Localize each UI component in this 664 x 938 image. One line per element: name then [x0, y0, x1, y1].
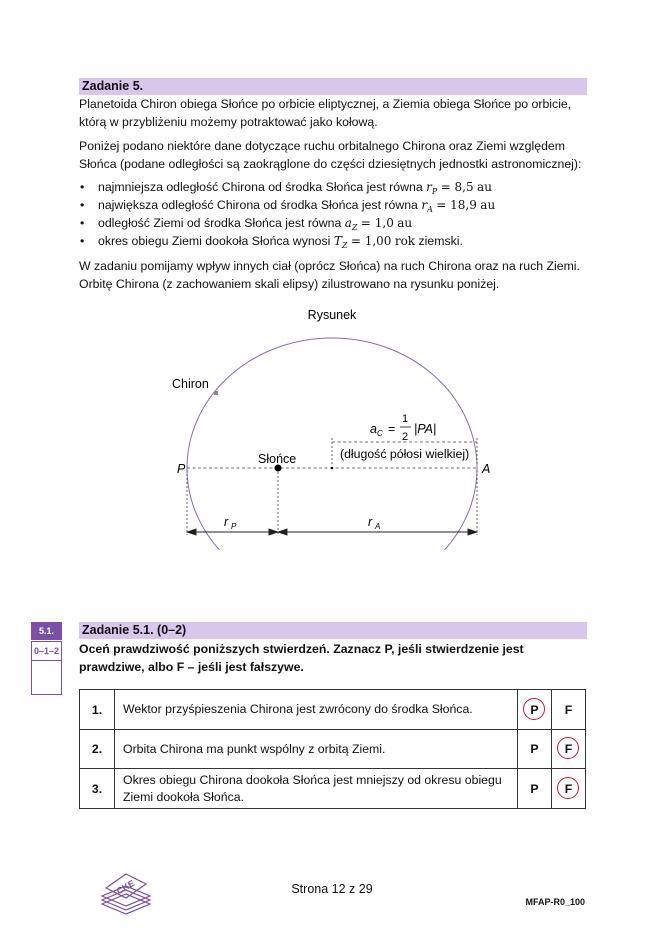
figure-title: Rysunek: [307, 308, 357, 322]
subtask-number-box: 5.1.: [31, 622, 62, 640]
score-field[interactable]: [32, 661, 61, 695]
sun-label: Słońce: [258, 452, 297, 466]
point-p-label: P: [177, 462, 186, 476]
subtask-title: Zadanie 5.1. (0–2): [82, 623, 187, 637]
selection-circle: [557, 737, 579, 759]
table-row: 3. Okres obiegu Chirona dookoła Słońca jest mniejszy od okresu obiegu Ziemi dookoła Słońca. P F: [80, 769, 586, 809]
center-dot: [331, 467, 334, 470]
chiron-label: Chiron: [172, 377, 209, 391]
subtask-header: [79, 622, 587, 639]
svg-text:1: 1: [402, 413, 409, 425]
option-f[interactable]: F: [552, 769, 586, 809]
list-item: • okres obiegu Ziemi dookoła Słońca wynosi $T_Z = 1,00$ rok ziemski.: [79, 232, 589, 250]
rp-label: [224, 515, 237, 531]
svg-text:|PA|: |PA|: [414, 422, 437, 436]
option-f[interactable]: F: [552, 730, 586, 769]
points-box: 0–1–2: [31, 641, 62, 695]
svg-text:A: A: [375, 522, 381, 531]
svg-text:r: r: [368, 515, 373, 529]
selection-circle: [523, 698, 545, 720]
option-p[interactable]: P: [518, 730, 552, 769]
subtask-instruction: Oceń prawdziwość poniższych stwierdzeń. Zaznacz P, jeśli stwierdzenie jest prawdziwe, albo F – jeśli jest fałszywe.: [79, 642, 524, 674]
task-title: Zadanie 5.: [82, 79, 144, 93]
option-p[interactable]: P: [518, 690, 552, 730]
task-header: [79, 78, 587, 95]
option-f[interactable]: F: [552, 690, 586, 730]
svg-text:2: 2: [402, 431, 409, 443]
svg-text:P: P: [231, 522, 237, 531]
svg-text:C: C: [377, 429, 383, 438]
semi-major-formula: [370, 413, 436, 443]
list-item: • odległość Ziemi od środka Słońca jest równa $a_Z = 1,0$ au: [79, 214, 589, 232]
svg-text:a: a: [370, 422, 377, 436]
task-outro: W zadaniu pomijamy wpływ innych ciał (oprócz Słońca) na ruch Chirona oraz na ruch Ziemi. Orbitę Chirona (z zachowaniem skali elipsy) zilustrowano na rysunku poniżej.: [79, 259, 580, 291]
exam-code: MFAP-R0_100: [525, 897, 585, 907]
task-data-intro: Poniżej podano niektóre dane dotyczące ruchu orbitalnego Chirona oraz Ziemi względem Słońca (podane odległości są zaokrąglone do części dziesiętnych jednostki astronomicznej):: [79, 139, 582, 171]
data-list: [79, 178, 589, 250]
selection-circle: [557, 777, 579, 799]
point-a-label: A: [482, 462, 491, 476]
page-number: Strona 12 z 29: [291, 882, 373, 896]
task-intro: Planetoida Chiron obiega Słońce po orbicie eliptycznej, a Ziemia obiega Słońce po orbicie, którą w przybliżeniu możemy potraktować jako kołową.: [79, 97, 572, 129]
table-row: 2. Orbita Chirona ma punkt wspólny z orbitą Ziemi. P F: [80, 730, 586, 769]
semi-major-note: (długość półosi wielkiej): [340, 447, 470, 461]
list-item: • najmniejsza odległość Chirona od środka Słońca jest równa $r_P = 8,5$ au: [79, 178, 589, 196]
chiron-marker: [214, 391, 218, 395]
true-false-table: [79, 689, 586, 809]
orbit-figure: [0, 300, 664, 550]
svg-text:CKE: CKE: [114, 878, 137, 897]
table-row: 1. Wektor przyśpieszenia Chirona jest zwrócony do środka Słońca. P F: [80, 690, 586, 730]
svg-text:=: =: [388, 422, 396, 436]
list-item: • największa odległość Chirona od środka Słońca jest równa $r_A = 18,9$ au: [79, 196, 589, 214]
ra-label: [368, 515, 380, 531]
option-p[interactable]: P: [518, 769, 552, 809]
svg-text:r: r: [224, 515, 229, 529]
